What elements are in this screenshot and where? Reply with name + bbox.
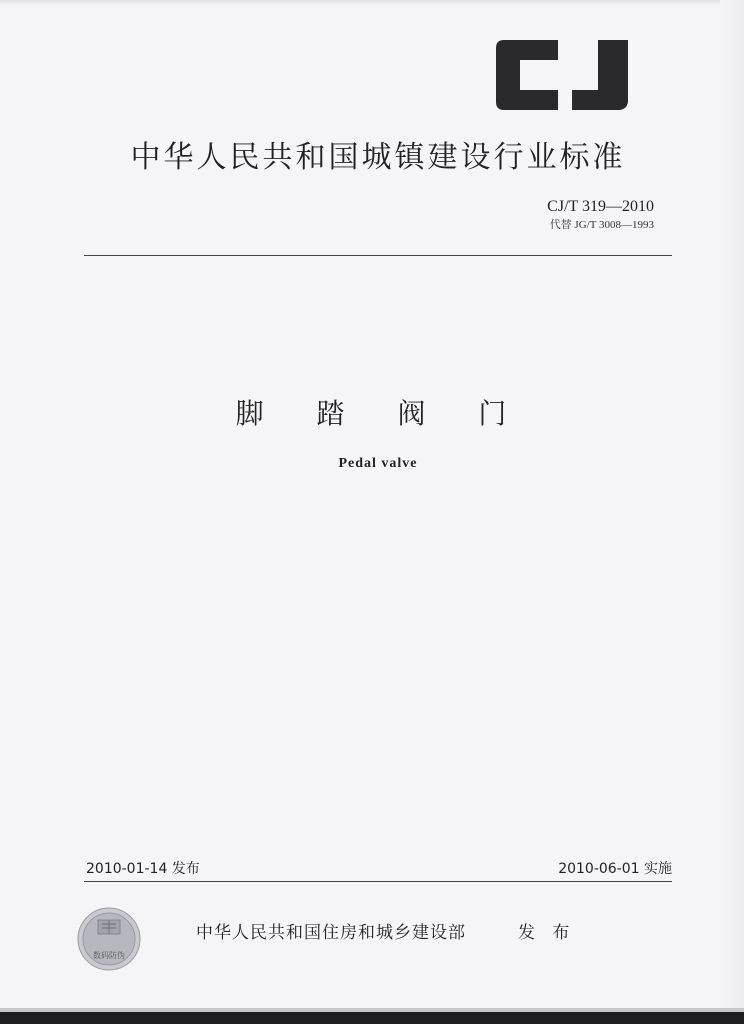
issue-date: 2010-01-14 发布 [86, 861, 200, 877]
footer-divider [84, 881, 672, 882]
publish-label: 发 布 [518, 923, 576, 943]
replaced-standard: 代替 JG/T 3008—1993 [549, 219, 654, 231]
standard-code: CJ/T 319—2010 [547, 198, 654, 215]
header-divider [84, 255, 672, 256]
document-title-english: Pedal valve [338, 456, 418, 471]
cj-logo [492, 38, 632, 112]
document-category-title: 中华人民共和国城镇建设行业标准 [130, 140, 626, 175]
scan-edge-top [0, 0, 744, 6]
document-title-chinese: 脚 踏 阀 门 [235, 397, 529, 430]
seal-label: 数码防伪 [93, 951, 125, 960]
cj-logo-graphic [492, 38, 632, 112]
scan-edge-bottom [0, 1012, 744, 1024]
anti-counterfeit-seal [76, 906, 142, 972]
implementation-date: 2010-06-01 实施 [558, 861, 672, 877]
issuing-authority: 中华人民共和国住房和城乡建设部 [196, 923, 466, 943]
seal-graphic [76, 906, 142, 972]
bleed-through-text [110, 268, 670, 472]
